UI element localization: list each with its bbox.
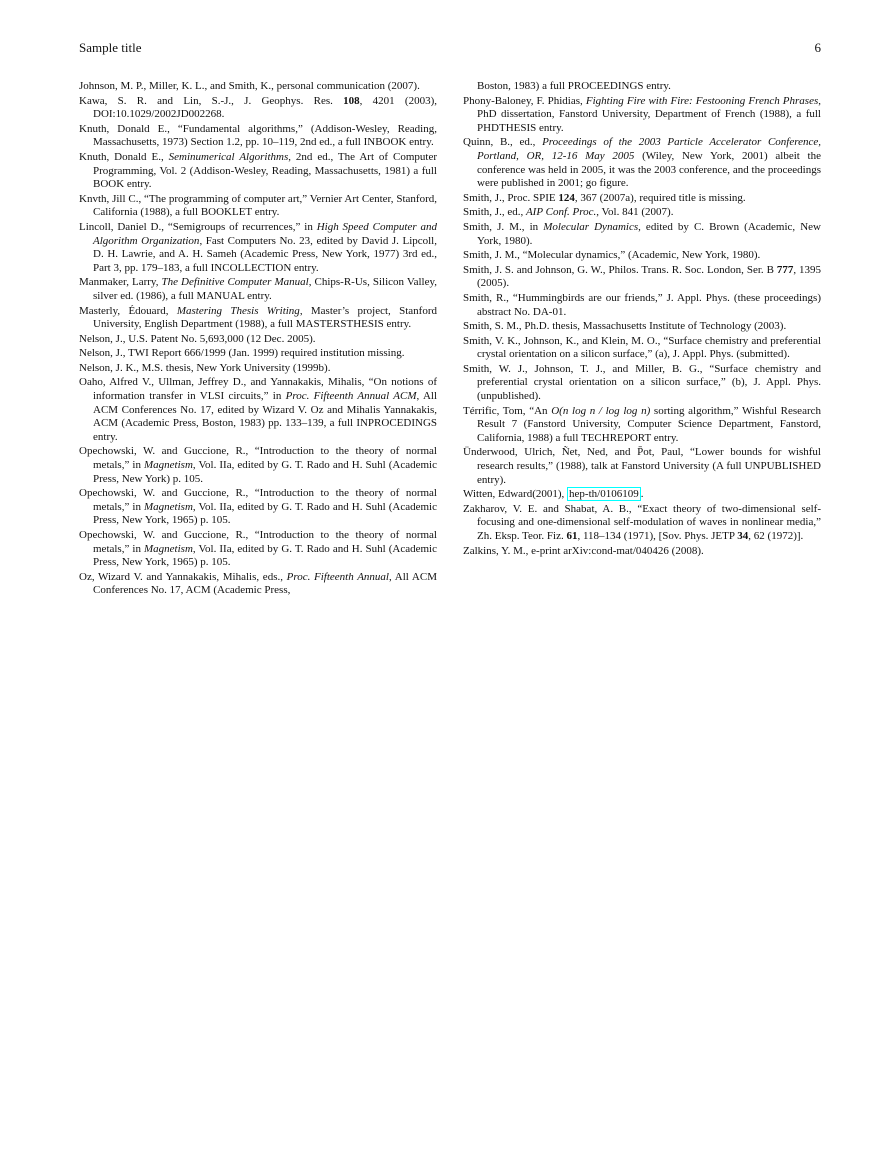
references-left-column xyxy=(79,80,437,599)
reference-entry xyxy=(79,347,437,361)
reference-entry xyxy=(463,264,821,291)
reference-text: Manmaker, Larry, xyxy=(79,276,162,289)
reference-text: sorting algorithm,” Wishful Research Result 7 (Fanstord University, Computer Science Department, Fanstord, California, 1988) a full TECHREPORT entry. xyxy=(477,404,821,444)
reference-volume: 777 xyxy=(776,263,794,276)
reference-entry xyxy=(463,545,821,559)
reference-text: Witten, Edward(2001), xyxy=(463,488,568,501)
reference-entry xyxy=(463,503,821,544)
reference-text: , Chips-R-Us, Silicon Valley, silver ed. (1986), a full MANUAL entry. xyxy=(93,276,438,302)
reference-text: Smith, J., Proc. SPIE xyxy=(463,191,559,204)
reference-entry xyxy=(79,95,437,122)
reference-text: Zalkins, Y. M., e-print arXiv:cond-mat/040426 (2008). xyxy=(463,544,704,557)
reference-entry xyxy=(463,249,821,263)
reference-text: Knvth, Jill C., “The programming of computer art,” Vernier Art Center, Stanford, California (1988), a full BOOKLET entry. xyxy=(79,192,437,219)
reference-text: , 1395 (2005). xyxy=(477,263,821,290)
reference-text: , edited by C. Brown (Academic, New York, 1980). xyxy=(477,220,821,247)
reference-entry xyxy=(463,446,821,487)
reference-italic-title: Seminumerical Algorithms xyxy=(168,150,289,163)
reference-entry xyxy=(79,151,437,192)
reference-text: Phony-Baloney, F. Phidias, xyxy=(463,94,586,107)
reference-entry xyxy=(79,193,437,220)
reference-text: , All ACM Conferences No. 17, edited by Wizard V. Oz and Mihalis Yannakakis, ACM (Academic Press, Boston, 1983) pp. 133–139, a full INPROCEDINGS entry. xyxy=(93,390,438,443)
reference-text: , 62 (1972)]. xyxy=(748,530,804,542)
reference-volume: 34 xyxy=(737,530,749,542)
reference-text: , Master’s project, Stanford University, English Department (1988), a full MASTERSTHESIS entry. xyxy=(93,304,438,331)
reference-text: , Vol. IIa, edited by G. T. Rado and H. Suhl (Academic Press, New York, 1965) p. 105. xyxy=(93,500,437,527)
reference-entry xyxy=(79,487,437,528)
reference-text: , 4201 (2003), DOI:10.1029/2002JD002268. xyxy=(93,94,438,121)
reference-text: Knuth, Donald E., “Fundamental algorithms,” (Addison-Wesley, Reading, Massachusetts, 1973) Section 1.2, pp. 10–119, 2nd ed., a full INBOOK entry. xyxy=(79,122,437,149)
reference-italic-title: Proc. Fifteenth Annual xyxy=(286,570,389,583)
reference-text: Smith, V. K., Johnson, K., and Klein, M. O., “Surface chemistry and preferential crystal orientation on a silicon surface,” (a), J. Appl. Phys. (submitted). xyxy=(463,334,821,361)
reference-volume: 61 xyxy=(566,530,578,542)
reference-italic-title: Molecular Dynamics xyxy=(543,220,639,233)
reference-text: Smith, J., ed., xyxy=(463,206,526,219)
reference-entry xyxy=(79,276,437,303)
reference-text: Boston, 1983) a full PROCEEDINGS entry. xyxy=(477,80,671,92)
reference-text: Johnson, M. P., Miller, K. L., and Smith, K., personal communication (2007). xyxy=(79,80,420,92)
reference-entry xyxy=(79,305,437,332)
reference-text: Opechowski, W. and Guccione, R., “Introduction to the theory of normal metals,” in xyxy=(79,487,437,513)
reference-italic-title: Mastering Thesis Writing xyxy=(176,304,300,317)
reference-entry xyxy=(463,80,821,94)
references-right-column xyxy=(463,80,821,559)
reference-italic-title: Magnetism xyxy=(144,500,193,513)
reference-entry xyxy=(79,80,437,94)
reference-entry xyxy=(463,405,821,446)
reference-entry xyxy=(463,136,821,190)
reference-text: Nelson, J., U.S. Patent No. 5,693,000 (12 Dec. 2005). xyxy=(79,332,316,345)
reference-italic-title: Proc. Fifteenth Annual ACM xyxy=(285,390,417,403)
reference-italic-title: High Speed Computer and Algorithm Organization xyxy=(93,220,437,247)
reference-text: , All ACM Conferences No. 17, ACM (Academic Press, xyxy=(93,570,437,597)
reference-text: Oaho, Alfred V., Ullman, Jeffrey D., and Yannakakis, Mihalis, “On notions of information transfer in VLSI circuits,” in xyxy=(79,376,437,403)
reference-text: Smith, J. M., “Molecular dynamics,” (Academic, New York, 1980). xyxy=(463,249,761,262)
reference-text: Smith, R., “Hummingbirds are our friends,” J. Appl. Phys. (these proceedings) abstract No. DA-01. xyxy=(463,291,821,318)
reference-italic-title: Fighting Fire with Fire: Festooning French Phrases xyxy=(585,94,819,107)
reference-text: Zakharov, V. E. and Shabat, A. B., “Exact theory of two-dimensional self-focusing and one-dimensional self-modulation of waves in nonlinear media,” Zh. Eksp. Teor. Fiz. xyxy=(463,502,821,542)
reference-text: Oz, Wizard V. and Yannakakis, Mihalis, eds., xyxy=(79,570,287,583)
reference-text: , 367 (2007a), required title is missing. xyxy=(574,191,746,204)
reference-text: Smith, W. J., Johnson, T. J., and Miller, B. G., “Surface chemistry and preferential crystal orientation on a silicon surface,” (b), J. Appl. Phys. (unpublished). xyxy=(463,362,821,403)
reference-italic-title: Magnetism xyxy=(144,459,193,472)
reference-entry xyxy=(79,445,437,486)
reference-text: Masterly, Édouard, xyxy=(79,304,177,317)
reference-italic-title: AIP Conf. Proc. xyxy=(525,206,597,219)
reference-text: , 2nd ed., The Art of Computer Programming, Vol. 2 (Addison-Wesley, Reading, Massachusetts, 1981) a full BOOK entry. xyxy=(93,150,438,191)
reference-entry xyxy=(79,123,437,150)
reference-italic-title: The Definitive Computer Manual xyxy=(161,276,309,289)
reference-text: , Vol. 841 (2007). xyxy=(596,206,674,219)
reference-text: Smith, S. M., Ph.D. thesis, Massachusetts Institute of Technology (2003). xyxy=(463,320,787,333)
reference-text: , Vol. IIa, edited by G. T. Rado and H. Suhl (Academic Press, New York, 1965) p. 105. xyxy=(93,542,437,569)
reference-text: Knuth, Donald E., xyxy=(79,150,169,163)
reference-italic-title: Proceedings of the 2003 Particle Accelerator Conference, Portland, OR, 12-16 May 2005 xyxy=(477,136,821,162)
arxiv-link[interactable]: hep-th/0106109 xyxy=(569,488,639,501)
reference-text: , Vol. IIa, edited by G. T. Rado and H. Suhl (Academic Press, New York) p. 105. xyxy=(93,459,437,485)
reference-entry xyxy=(79,529,437,570)
reference-text: Lincoll, Daniel D., “Semigroups of recurrences,” in xyxy=(79,220,317,233)
reference-text: Opechowski, W. and Guccione, R., “Introduction to the theory of normal metals,” in xyxy=(79,529,437,555)
reference-entry xyxy=(79,571,437,598)
reference-entry xyxy=(79,362,437,376)
reference-text: Nelson, J., TWI Report 666/1999 (Jan. 1999) required institution missing. xyxy=(79,347,405,360)
reference-entry xyxy=(463,95,821,136)
reference-volume: 124 xyxy=(558,191,575,204)
page-number: 6 xyxy=(814,40,821,55)
running-title: Sample title xyxy=(79,40,142,55)
reference-text: Nelson, J. K., M.S. thesis, New York University (1999b). xyxy=(79,361,331,374)
reference-italic-title: Magnetism xyxy=(144,542,193,555)
reference-text: (Wiley, New York, 2001) albeit the conference was held in 2005, it was the 2003 conference, and the proceedings were published in 2001; go figure. xyxy=(477,149,821,190)
reference-text: , 118–134 (1971), [Sov. Phys. JETP xyxy=(577,530,738,542)
reference-entry xyxy=(79,376,437,444)
reference-text: Quinn, B., ed., xyxy=(463,136,543,149)
reference-text: Smith, J. M., in xyxy=(463,220,544,233)
reference-volume: 108 xyxy=(343,94,360,107)
reference-entry xyxy=(463,221,821,248)
reference-entry xyxy=(463,363,821,404)
reference-text: Smith, J. S. and Johnson, G. W., Philos. Trans. R. Soc. London, Ser. B xyxy=(463,263,777,276)
reference-entry xyxy=(79,333,437,347)
reference-entry xyxy=(463,488,821,502)
reference-text: . xyxy=(640,488,644,501)
reference-entry xyxy=(463,206,821,220)
reference-text: Ünderwood, Ulrich, Ñet, Ned, and P̄ot, Paul, “Lower bounds for wishful research results,” (1988), talk at Fanstord University (A full UNPUBLISHED entry). xyxy=(463,446,821,486)
page-header xyxy=(79,40,821,56)
reference-text: Opechowski, W. and Guccione, R., “Introduction to the theory of normal metals,” in xyxy=(79,445,437,472)
reference-text: Kawa, S. R. and Lin, S.-J., J. Geophys. Res. xyxy=(79,94,344,107)
reference-text: , PhD dissertation, Fanstord University, Department of French (1988), a full PHDTHESIS entry. xyxy=(477,94,822,134)
reference-italic-title: O(n log n / log log n) xyxy=(551,404,651,417)
reference-entry xyxy=(79,221,437,275)
reference-entry xyxy=(463,320,821,334)
reference-entry xyxy=(463,292,821,319)
reference-text: , Fast Computers No. 23, edited by David J. Lipcoll, D. H. Lawrie, and A. H. Sameh (Academic Press, New York, 1977) 3rd ed., Part 3, pp. 179–183, a full INCOLLECTION entry. xyxy=(93,234,437,274)
reference-entry xyxy=(463,335,821,362)
reference-text: Térrific, Tom, “An xyxy=(463,404,552,417)
reference-entry xyxy=(463,192,821,206)
